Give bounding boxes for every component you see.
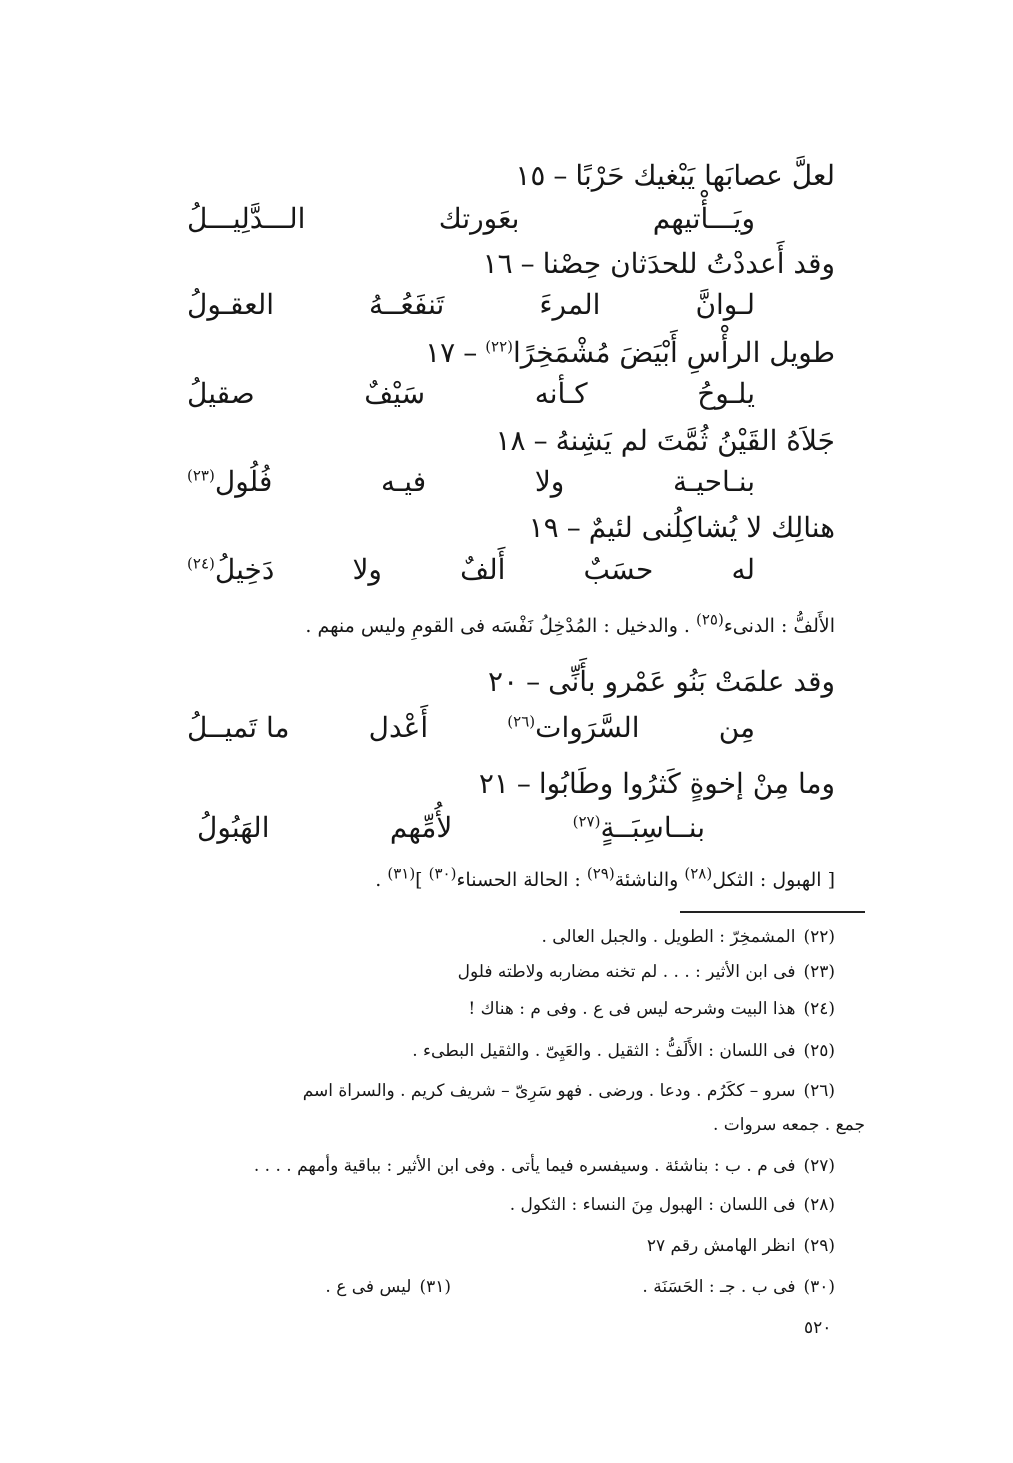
page-number: ٥٢٠ — [804, 1318, 832, 1338]
footnote-ref: (٢٣) — [187, 466, 215, 485]
footnote-26-continuation: جمع . جمعه سروات . — [712, 1115, 865, 1135]
verse-18-first-hemistich: ١٨ – جَلاَهُ القَيْنُ ثُمَّتَ لم يَشِنهُ — [468, 421, 835, 461]
verse-15-second-hemistich: ويَـــأْتيهم بعَورتك الـــدَّلِيـــلُ — [187, 202, 755, 235]
footnote-31: (٣١)ليس فى ع . — [325, 1277, 451, 1297]
verse-19-second-hemistich: له حسَبٌ أَلفٌ ولا دَخِيلُ$^{(٢٤)}$ — [187, 553, 755, 586]
gloss-line-2: [ الهبول : الثكل$^{(٢٨)}$ والناشئة$^{(٢٩)}$ : الحالة الحسناء$^{(٣٠)}$ ]$^{(٣١)}$ . — [375, 864, 835, 891]
footnote-ref: (٢٦) — [507, 712, 536, 731]
verse-17-second-hemistich: يلـوحُ كـأنه سَيْفٌ صقيلُ — [187, 377, 755, 410]
verse-text: هنالِك لا يُشاكِلُنى لئيمٌ — [588, 511, 835, 544]
verse-number: ٢٠ — [488, 665, 519, 698]
footnote-28: (٢٨)فى اللسان : الهبول مِنَ النساء : الثكول . — [509, 1195, 835, 1215]
verse-16-second-hemistich: لـوانَّ المرءَ تَنفَعُــهُ العقـولُ — [187, 288, 755, 321]
footnote-25: (٢٥)فى اللسان : الأَلَفُّ : الثقيل . والعَيِىّ . والثقيل البطىء . — [412, 1041, 835, 1061]
footnote-22: (٢٢)المشمخِرّ : الطويل . والجبل العالى . — [541, 927, 835, 947]
verse-number: ١٨ — [495, 424, 526, 457]
verse-text: طويل الرأْسِ أَبْيَضَ مُشْمَخِرًا — [513, 336, 835, 369]
verse-text: جَلاَهُ القَيْنُ ثُمَّتَ لم يَشِنهُ — [555, 424, 835, 457]
footnote-ref: (٢٧) — [572, 812, 601, 831]
verse-15-first-hemistich: ١٥ – لعلَّ عصابَها يَبْغيك حَرْبًا — [487, 156, 835, 196]
footnote-23: (٢٣)فى ابن الأثير : . . . لم تخنه مضاربه ولاطته فلول — [457, 962, 835, 982]
verse-number: ١٦ — [482, 247, 513, 280]
verse-20-second-hemistich: مِن السَّرَوات$^{(٢٦)}$ أَعْدل ما تَميــلُ — [187, 711, 755, 744]
verse-number: ١٥ — [515, 159, 546, 192]
verse-21-first-hemistich: ٢١ – وما مِنْ إخوةٍ كَثرُوا وطَابُوا — [451, 764, 835, 804]
verse-text: لعلَّ عصابَها يَبْغيك حَرْبًا — [575, 159, 835, 192]
verse-text: وقد أَعددْتُ للحدَثان حِصْنا — [542, 247, 835, 280]
verse-16-first-hemistich: ١٦ – وقد أَعددْتُ للحدَثان حِصْنا — [455, 244, 835, 284]
footnote-30: (٣٠)فى ب . جـ : الحَسَنَة . — [642, 1277, 835, 1297]
gloss-line: الأَلفُّ : الدنىء$^{(٢٥)}$ . والدخيل : المُدْخِلُ نَفْسَه فى القومِ وليس منهم . — [305, 610, 835, 637]
verse-text: وقد علمَتْ بَنُو عَمْرو بأَنِّى — [548, 665, 835, 698]
verse-17-first-hemistich: ١٧ – طويل الرأْسِ أَبْيَضَ مُشْمَخِرًا$^{(٢٢)}$ — [397, 333, 835, 373]
verse-number: ٢١ — [478, 767, 509, 800]
footnote-29: (٢٩)انظر الهامش رقم ٢٧ — [646, 1236, 835, 1256]
verse-number: ١٧ — [425, 336, 456, 369]
footnote-27: (٢٧)فى م . ب : بناشئة . وسيفسره فيما يأتى . وفى ابن الأثير : بباقية وأمهم . . . . — [253, 1156, 835, 1176]
footnote-24: (٢٤)هذا البيت وشرحه ليس فى ع . وفى م : هناك ! — [468, 999, 835, 1019]
footnote-separator — [680, 911, 865, 913]
footnote-ref: (٢٢) — [485, 337, 514, 356]
footnote-ref: (٢٤) — [187, 554, 215, 573]
verse-18-second-hemistich: بنـاحيـة ولا فيـه فُلُول$^{(٢٣)}$ — [187, 465, 755, 498]
footnote-26: (٢٦)سرو – ككَرُم . ودعا . ورضى . فهو سَرِىّ – شريف كريم . والسراة اسم — [302, 1081, 835, 1101]
verse-19-first-hemistich: ١٩ – هنالِك لا يُشاكِلُنى لئيمٌ — [501, 508, 835, 548]
verse-20-first-hemistich: ٢٠ – وقد علمَتْ بَنُو عَمْرو بأَنِّى — [460, 662, 835, 702]
verse-text: وما مِنْ إخوةٍ كَثرُوا وطَابُوا — [538, 767, 835, 800]
verse-21-second-hemistich: بنــاسِبَــةٍ$^{(٢٧)}$ لأُمِّهم الهَبُولُ — [197, 811, 705, 844]
verse-number: ١٩ — [528, 511, 559, 544]
footnote-ref: (٢٥) — [696, 610, 724, 629]
